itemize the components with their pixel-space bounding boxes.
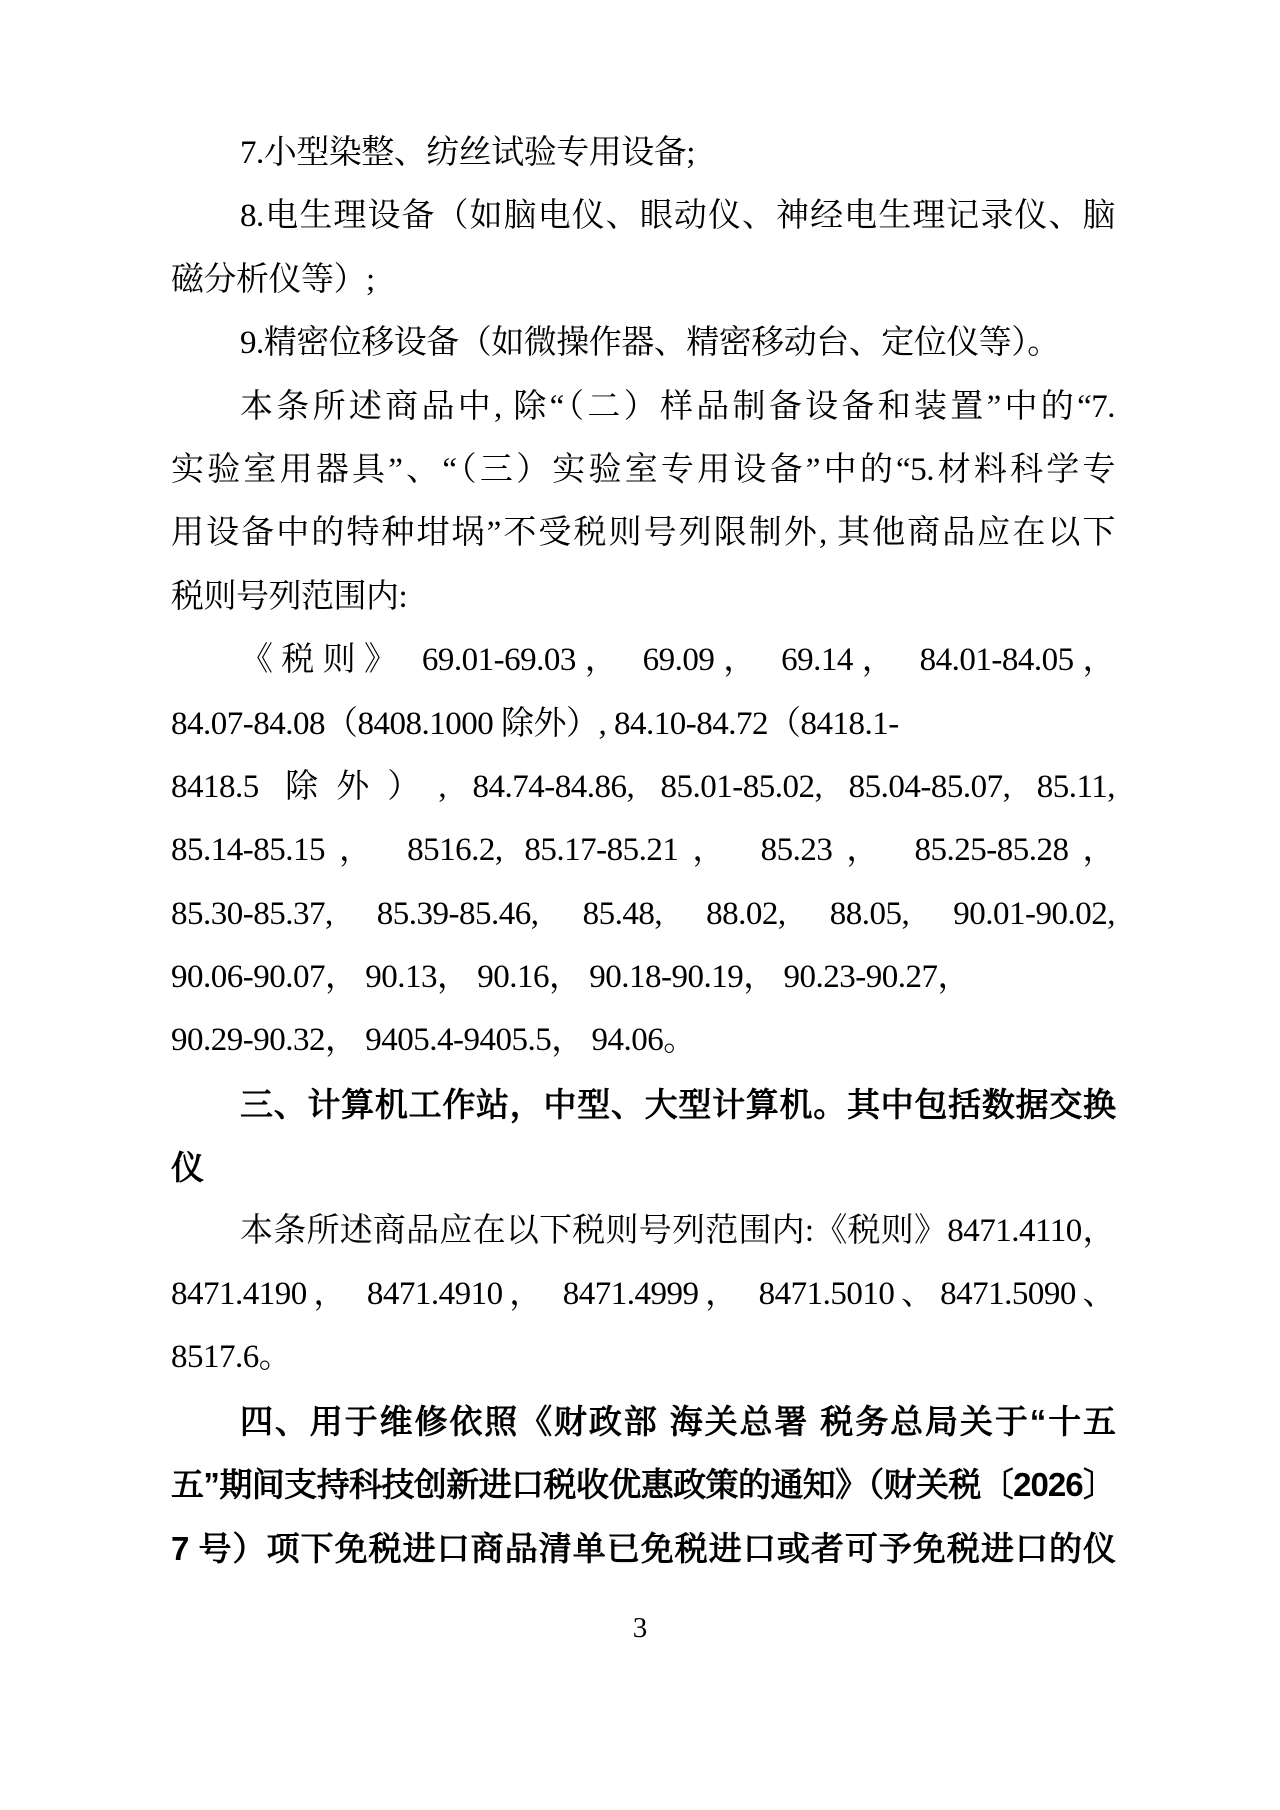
- text-line: 磁分析仪等）;: [171, 261, 375, 298]
- section-heading-3: 三、计算机工作站，中型、大型计算机。其中包括数据交换: [240, 1085, 1115, 1123]
- section-heading-3-cont: 仪: [171, 1149, 203, 1187]
- text-line: 本条所述商品中, 除“（二）样品制备设备和装置”中的“7.: [240, 388, 1115, 425]
- section-heading-4: 四、用于维修依照《财政部 海关总署 税务总局关于“十五: [240, 1402, 1115, 1440]
- text-line: 85.14-85.15， 8516.2, 85.17-85.21， 85.23， 85.25-85.28，: [171, 832, 1115, 869]
- text-line: 实验室用器具”、“（三）实验室专用设备”中的“5.材料科学专: [171, 451, 1115, 488]
- text-line: 7.小型染整、纺丝试验专用设备;: [240, 135, 695, 171]
- text-line: 8471.4190， 8471.4910， 8471.4999， 8471.5010、8471.5090、: [171, 1276, 1115, 1313]
- page-number: 3: [632, 1612, 648, 1644]
- text-line: 9.精密位移设备（如微操作器、精密移动台、定位仪等）。: [240, 325, 1060, 362]
- text-line: 用设备中的特种坩埚”不受税则号列限制外, 其他商品应在以下: [171, 515, 1115, 552]
- text-line: 8.电生理设备（如脑电仪、眼动仪、神经电生理记录仪、脑: [240, 198, 1115, 235]
- text-line: 本条所述商品应在以下税则号列范围内:《税则》8471.4110，: [240, 1212, 1115, 1249]
- text-line: 8517.6。: [171, 1339, 292, 1376]
- document-body: [171, 122, 1115, 1580]
- text-line: 90.29-90.32， 9405.4-9405.5， 94.06。: [171, 1022, 696, 1059]
- section-heading-4-cont: 五”期间支持科技创新进口税收优惠政策的通知》（财关税〔2026〕: [171, 1466, 1115, 1504]
- section-heading-4-cont: 7 号）项下免税进口商品清单已免税进口或者可予免税进口的仪: [171, 1529, 1115, 1567]
- text-line: 90.06-90.07， 90.13， 90.16， 90.18-90.19， 90.23-90.27，: [171, 959, 970, 996]
- text-line: 8418.5 除外）, 84.74-84.86, 85.01-85.02, 85.04-85.07, 85.11,: [171, 768, 1115, 805]
- text-line: 84.07-84.08（8408.1000 除外）, 84.10-84.72（8418.1-: [171, 705, 899, 742]
- text-line: 税则号列范围内:: [171, 578, 408, 615]
- text-line: 《税则》 69.01-69.03， 69.09， 69.14， 84.01-84.05，: [240, 642, 1115, 679]
- text-line: 85.30-85.37, 85.39-85.46, 85.48, 88.02, 88.05, 90.01-90.02,: [171, 895, 1115, 932]
